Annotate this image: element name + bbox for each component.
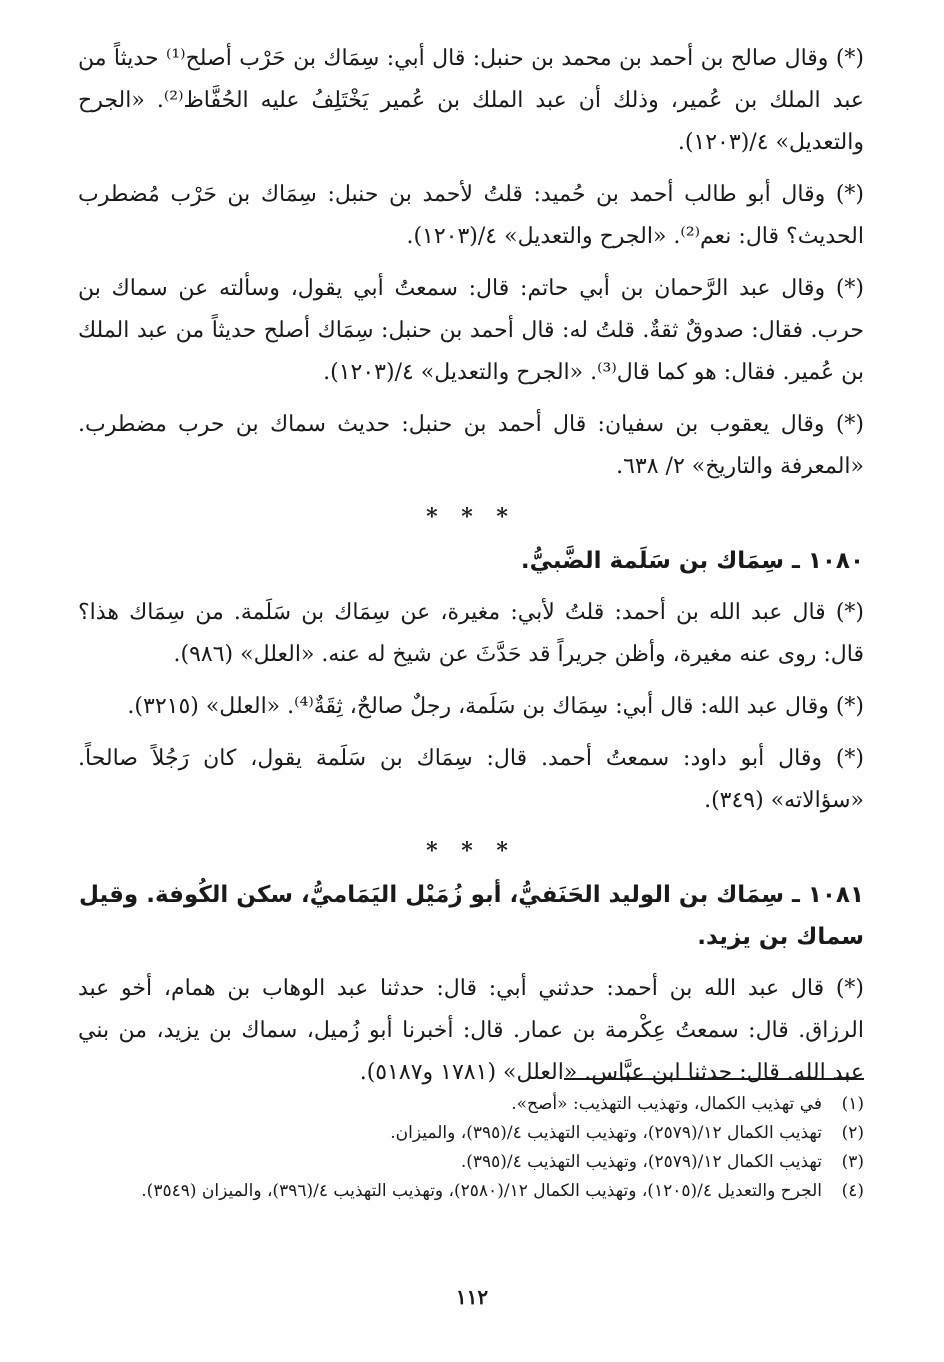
- footnote: [78, 1177, 864, 1206]
- paragraph: (*) وقال عبد الله: قال أبي: سِمَاك بن سَلَمة، رجلٌ صالحٌ، ثِقَةٌ⁽⁴⁾. «العلل» (٣٢١٥).: [127, 694, 864, 719]
- footnote: [78, 1119, 864, 1148]
- section-separator: * * *: [426, 838, 516, 864]
- paragraph: (*) وقال صالح بن أحمد بن محمد بن حنبل: قال أبي: سِمَاك بن حَرْب أصلح⁽¹⁾ حديثاً من عبد الملك بن عُمير، وذلك أن عبد الملك بن عُمير يَخْتَلِفُ عليه الحُفَّاظ⁽²⁾. «الجرح والتعديل» ٤/(١٢٠٣).: [78, 46, 864, 155]
- page-number: ١١٢: [455, 1285, 489, 1309]
- footnotes: [78, 1078, 864, 1206]
- paragraph: (*) وقال عبد الرَّحمان بن أبي حاتم: قال: سمعتُ أبي يقول، وسألته عن سماك بن حرب. فقال: صدوقٌ ثقةٌ. قلتُ له: قال أحمد بن حنبل: سِمَاك أصلح حديثاً من عبد الملك بن عُمير. فقال: هو كما قال⁽³⁾. «الجرح والتعديل» ٤/(١٢٠٣).: [78, 276, 864, 385]
- footnote-number: (١): [841, 1094, 864, 1114]
- paragraph: (*) وقال أبو طالب أحمد بن حُميد: قلتُ لأحمد بن حنبل: سِمَاك بن حَرْب مُضطرب الحديث؟ قال: نعم⁽²⁾. «الجرح والتعديل» ٤/(١٢٠٣).: [78, 182, 864, 249]
- footnote-text: تهذيب الكمال ١٢/(٢٥٧٩)، وتهذيب التهذيب ٤/(٣٩٥).: [460, 1152, 822, 1172]
- paragraph: (*) وقال أبو داود: سمعتُ أحمد. قال: سِمَاك بن سَلَمة يقول، كان رَجُلاً صالحاً. «سؤالاته» (٣٤٩).: [78, 746, 864, 813]
- footnote-text: في تهذيب الكمال، وتهذيب التهذيب: «أصح».: [511, 1094, 822, 1114]
- paragraph: (*) قال عبد الله بن أحمد: قلتُ لأبي: مغيرة، عن سِمَاك بن سَلَمة. من سِمَاك هذا؟ قال: روى عنه مغيرة، وأظن جريراً قد حَدَّثَ عن شيخ له عنه. «العلل» (٩٨٦).: [78, 600, 864, 667]
- entry-heading-1080: ١٠٨٠ ـ سِمَاك بن سَلَمة الضَّبيُّ.: [520, 548, 864, 574]
- page-body: [78, 38, 864, 1104]
- footnote: [78, 1148, 864, 1177]
- paragraph: (*) وقال يعقوب بن سفيان: قال أحمد بن حنبل: حديث سماك بن حرب مضطرب. «المعرفة والتاريخ» ٢/ ٦٣٨.: [78, 412, 865, 479]
- footnote-number: (٤): [841, 1181, 864, 1201]
- section-separator: * * *: [426, 504, 516, 530]
- paragraph: (*) قال عبد الله بن أحمد: حدثني أبي: قال: حدثنا عبد الوهاب بن همام، أخو عبد الرزاق. قال: سمعتُ عِكْرمة بن عمار. قال: أخبرنا أبو زُميل، سماك بن يزيد، من بني عبد الله. قال: حدثنا ابن عبَّاس. «العلل» (١٧٨١ و٥١٨٧).: [78, 976, 864, 1085]
- footnote-text: تهذيب الكمال ١٢/(٢٥٧٩)، وتهذيب التهذيب ٤/(٣٩٥)، والميزان.: [390, 1123, 822, 1143]
- entry-heading-1081: ١٠٨١ ـ سِمَاك بن الوليد الحَنَفيُّ، أبو زُمَيْل اليَمَاميُّ، سكن الكُوفة. وقيل سماك بن يزيد.: [78, 882, 864, 950]
- footnote: [78, 1090, 864, 1119]
- footnote-text: الجرح والتعديل ٤/(١٢٠٥)، وتهذيب الكمال ١٢/(٢٥٨٠)، وتهذيب التهذيب ٤/(٣٩٦)، والميزان (٣٥٤٩).: [141, 1181, 822, 1201]
- footnote-number: (٣): [841, 1152, 864, 1172]
- footnote-number: (٢): [841, 1123, 864, 1143]
- footnote-rule: [564, 1078, 864, 1080]
